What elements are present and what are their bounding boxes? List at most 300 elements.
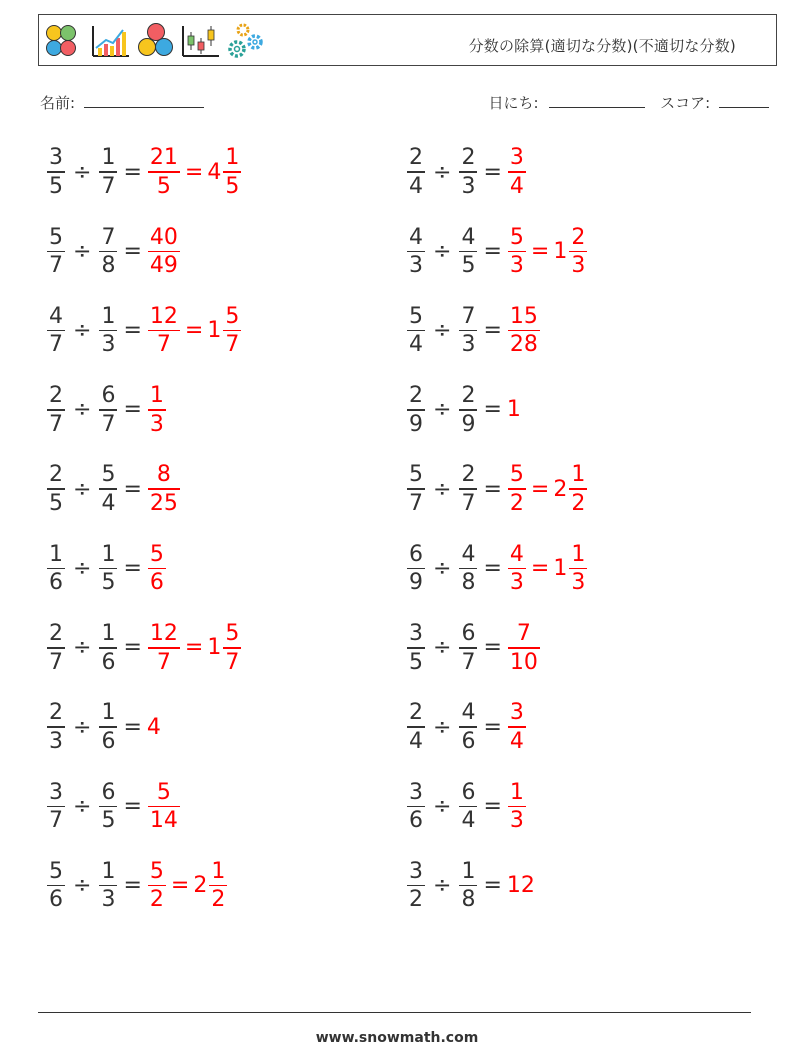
numerator: 5 bbox=[49, 224, 63, 250]
fraction bbox=[47, 541, 65, 597]
denominator: 2 bbox=[409, 887, 423, 913]
denominator: 3 bbox=[571, 253, 586, 279]
numerator: 4 bbox=[509, 541, 524, 567]
numerator: 15 bbox=[509, 303, 538, 329]
numerator: 1 bbox=[571, 541, 586, 567]
problem-item bbox=[46, 301, 242, 361]
answer bbox=[507, 873, 536, 898]
denominator: 9 bbox=[409, 570, 423, 596]
divide-sign: ÷ bbox=[73, 476, 92, 502]
numerator: 21 bbox=[149, 145, 178, 171]
denominator: 3 bbox=[49, 728, 63, 754]
numerator: 5 bbox=[225, 303, 240, 329]
numerator: 6 bbox=[461, 621, 476, 647]
fraction bbox=[47, 303, 65, 359]
denominator: 7 bbox=[225, 332, 240, 358]
denominator: 4 bbox=[509, 728, 524, 754]
answer-integer: 12 bbox=[506, 873, 535, 899]
answer bbox=[147, 715, 162, 740]
problem-item bbox=[406, 221, 588, 281]
fraction bbox=[47, 699, 65, 755]
denominator: 5 bbox=[49, 173, 63, 199]
fraction bbox=[407, 858, 425, 914]
fraction bbox=[508, 224, 526, 280]
fraction bbox=[459, 541, 477, 597]
numerator: 2 bbox=[409, 145, 423, 171]
denominator: 2 bbox=[211, 887, 226, 913]
denominator: 28 bbox=[509, 332, 538, 358]
denominator: 7 bbox=[49, 253, 63, 279]
divide-sign: ÷ bbox=[433, 714, 452, 740]
divide-sign: ÷ bbox=[73, 873, 92, 899]
equals-sign: = bbox=[170, 873, 190, 899]
fraction bbox=[569, 541, 587, 597]
denominator: 7 bbox=[461, 649, 476, 675]
fraction bbox=[47, 779, 65, 835]
answer bbox=[507, 541, 588, 597]
fraction bbox=[459, 382, 477, 438]
name-field bbox=[40, 92, 204, 113]
fraction bbox=[508, 779, 526, 835]
denominator: 2 bbox=[149, 887, 164, 913]
fraction bbox=[459, 303, 477, 359]
numerator: 4 bbox=[49, 303, 63, 329]
mixed-whole: 4 bbox=[207, 159, 222, 185]
equals-sign: = bbox=[483, 238, 502, 264]
fraction bbox=[47, 382, 65, 438]
divide-sign: ÷ bbox=[433, 635, 452, 661]
numerator: 1 bbox=[101, 700, 116, 726]
denominator: 7 bbox=[156, 649, 171, 675]
fraction bbox=[223, 144, 241, 200]
fraction bbox=[47, 144, 65, 200]
divide-sign: ÷ bbox=[433, 793, 452, 819]
fraction bbox=[47, 461, 65, 517]
denominator: 3 bbox=[101, 332, 116, 358]
numerator: 2 bbox=[409, 700, 423, 726]
divide-sign: ÷ bbox=[73, 318, 92, 344]
denominator: 6 bbox=[409, 808, 423, 834]
numerator: 1 bbox=[149, 383, 164, 409]
answer bbox=[147, 144, 242, 200]
problem-item bbox=[406, 697, 527, 757]
denominator: 8 bbox=[461, 887, 476, 913]
numerator: 3 bbox=[409, 779, 423, 805]
equals-sign: = bbox=[184, 159, 204, 185]
fraction bbox=[148, 303, 180, 359]
denominator: 4 bbox=[409, 173, 423, 199]
fraction bbox=[148, 144, 180, 200]
answer bbox=[507, 144, 527, 200]
fraction bbox=[569, 224, 587, 280]
fraction bbox=[148, 779, 180, 835]
numerator: 1 bbox=[461, 858, 476, 884]
equals-sign: = bbox=[483, 635, 502, 661]
answer bbox=[147, 858, 228, 914]
numerator: 2 bbox=[461, 383, 476, 409]
problem-item bbox=[406, 539, 588, 599]
numerator: 4 bbox=[461, 700, 476, 726]
numerator: 7 bbox=[461, 303, 476, 329]
denominator: 4 bbox=[509, 173, 524, 199]
denominator: 4 bbox=[461, 808, 476, 834]
denominator: 10 bbox=[509, 649, 538, 675]
answer bbox=[507, 461, 588, 517]
gears-icon bbox=[230, 25, 261, 56]
equals-sign: = bbox=[483, 556, 502, 581]
denominator: 4 bbox=[409, 728, 423, 754]
answer bbox=[147, 779, 181, 835]
numerator: 2 bbox=[409, 383, 423, 409]
fraction bbox=[223, 303, 241, 359]
fraction bbox=[99, 144, 117, 200]
denominator: 3 bbox=[149, 411, 164, 437]
fraction bbox=[223, 620, 241, 676]
fraction bbox=[459, 858, 477, 914]
denominator: 7 bbox=[49, 411, 63, 437]
denominator: 4 bbox=[409, 332, 423, 358]
numerator: 40 bbox=[149, 224, 178, 250]
numerator: 1 bbox=[101, 541, 116, 567]
divide-sign: ÷ bbox=[433, 556, 452, 581]
denominator: 3 bbox=[101, 887, 116, 913]
numerator: 3 bbox=[509, 145, 524, 171]
denominator: 5 bbox=[225, 173, 240, 199]
denominator: 7 bbox=[101, 411, 116, 437]
fraction bbox=[459, 224, 477, 280]
numerator: 7 bbox=[101, 224, 116, 250]
denominator: 7 bbox=[49, 649, 63, 675]
denominator: 5 bbox=[409, 649, 423, 675]
equals-sign: = bbox=[123, 476, 142, 502]
fraction bbox=[99, 382, 117, 438]
divide-sign: ÷ bbox=[73, 714, 92, 740]
problem-item bbox=[406, 380, 522, 440]
answer bbox=[147, 620, 242, 676]
answer bbox=[507, 779, 527, 835]
divide-sign: ÷ bbox=[433, 318, 452, 344]
denominator: 2 bbox=[571, 490, 586, 516]
divide-sign: ÷ bbox=[73, 397, 92, 423]
equals-sign: = bbox=[123, 793, 142, 819]
equals-sign: = bbox=[483, 318, 502, 344]
candlestick-chart-icon bbox=[183, 26, 219, 56]
answer bbox=[507, 397, 522, 422]
date-blank bbox=[549, 92, 645, 108]
fraction bbox=[508, 699, 526, 755]
answer bbox=[507, 620, 541, 676]
denominator: 3 bbox=[509, 808, 524, 834]
answer bbox=[507, 303, 541, 359]
denominator: 6 bbox=[49, 570, 63, 596]
denominator: 3 bbox=[409, 253, 423, 279]
fraction bbox=[407, 779, 425, 835]
worksheet-header bbox=[38, 14, 777, 66]
equals-sign: = bbox=[123, 635, 142, 661]
numerator: 1 bbox=[211, 858, 226, 884]
fraction bbox=[99, 303, 117, 359]
numerator: 5 bbox=[149, 541, 164, 567]
denominator: 6 bbox=[149, 570, 164, 596]
date-score-field bbox=[489, 92, 769, 113]
fraction bbox=[407, 224, 425, 280]
divide-sign: ÷ bbox=[433, 476, 452, 502]
fraction-circles-icon bbox=[47, 26, 76, 56]
fraction bbox=[99, 858, 117, 914]
denominator: 3 bbox=[509, 570, 524, 596]
denominator: 9 bbox=[461, 411, 476, 437]
divide-sign: ÷ bbox=[73, 159, 92, 185]
numerator: 1 bbox=[49, 541, 63, 567]
numerator: 6 bbox=[409, 541, 423, 567]
fraction bbox=[508, 461, 526, 517]
equals-sign: = bbox=[184, 635, 204, 661]
equals-sign: = bbox=[123, 238, 142, 264]
fraction bbox=[407, 144, 425, 200]
numerator: 4 bbox=[461, 224, 476, 250]
numerator: 4 bbox=[409, 224, 423, 250]
equals-sign: = bbox=[483, 397, 502, 423]
fraction bbox=[209, 858, 227, 914]
denominator: 9 bbox=[409, 411, 423, 437]
numerator: 5 bbox=[149, 858, 164, 884]
numerator: 6 bbox=[101, 383, 116, 409]
fraction bbox=[459, 779, 477, 835]
footer-url: www.snowmath.com bbox=[315, 1030, 479, 1046]
numerator: 1 bbox=[509, 779, 524, 805]
denominator: 6 bbox=[101, 649, 116, 675]
numbered-circles-icon bbox=[139, 24, 173, 56]
footer-divider bbox=[38, 1012, 751, 1013]
denominator: 5 bbox=[49, 490, 63, 516]
divide-sign: ÷ bbox=[433, 873, 452, 899]
problem-item bbox=[46, 539, 167, 599]
problem-item bbox=[406, 618, 541, 678]
numerator: 2 bbox=[49, 383, 63, 409]
numerator: 5 bbox=[509, 462, 524, 488]
denominator: 5 bbox=[156, 173, 171, 199]
equals-sign: = bbox=[123, 318, 142, 344]
numerator: 6 bbox=[101, 779, 116, 805]
mixed-whole: 2 bbox=[553, 476, 568, 502]
equals-sign: = bbox=[123, 873, 142, 899]
numerator: 12 bbox=[149, 621, 178, 647]
denominator: 7 bbox=[409, 490, 423, 516]
equals-sign: = bbox=[530, 476, 550, 502]
mixed-whole: 1 bbox=[553, 238, 568, 264]
numerator: 2 bbox=[571, 224, 586, 250]
problem-item bbox=[46, 221, 181, 281]
divide-sign: ÷ bbox=[433, 238, 452, 264]
numerator: 1 bbox=[225, 145, 240, 171]
numerator: 5 bbox=[509, 224, 524, 250]
fraction bbox=[407, 541, 425, 597]
denominator: 8 bbox=[461, 570, 476, 596]
denominator: 4 bbox=[101, 490, 116, 516]
denominator: 7 bbox=[49, 332, 63, 358]
denominator: 3 bbox=[461, 173, 476, 199]
fraction bbox=[148, 620, 180, 676]
problem-item bbox=[406, 459, 588, 519]
denominator: 6 bbox=[461, 728, 476, 754]
denominator: 7 bbox=[225, 649, 240, 675]
equals-sign: = bbox=[530, 556, 550, 581]
divide-sign: ÷ bbox=[433, 159, 452, 185]
numerator: 5 bbox=[49, 858, 63, 884]
equals-sign: = bbox=[123, 397, 142, 423]
fraction bbox=[407, 699, 425, 755]
fraction bbox=[459, 461, 477, 517]
answer-integer: 4 bbox=[146, 714, 161, 740]
problem-item bbox=[46, 142, 242, 202]
fraction bbox=[99, 541, 117, 597]
equals-sign: = bbox=[530, 238, 550, 264]
answer bbox=[507, 224, 588, 280]
divide-sign: ÷ bbox=[73, 793, 92, 819]
numerator: 12 bbox=[149, 303, 178, 329]
score-label: スコア: bbox=[660, 94, 711, 112]
fraction bbox=[569, 461, 587, 517]
denominator: 3 bbox=[571, 570, 586, 596]
denominator: 6 bbox=[49, 887, 63, 913]
fraction bbox=[148, 382, 166, 438]
fraction bbox=[459, 144, 477, 200]
fraction bbox=[99, 461, 117, 517]
numerator: 2 bbox=[461, 462, 476, 488]
fraction bbox=[148, 224, 180, 280]
numerator: 6 bbox=[461, 779, 476, 805]
fraction bbox=[508, 541, 526, 597]
answer bbox=[147, 382, 167, 438]
numerator: 8 bbox=[156, 462, 171, 488]
numerator: 2 bbox=[49, 621, 63, 647]
numerator: 7 bbox=[516, 621, 531, 647]
denominator: 49 bbox=[149, 253, 178, 279]
numerator: 2 bbox=[461, 145, 476, 171]
denominator: 5 bbox=[461, 253, 476, 279]
equals-sign: = bbox=[483, 476, 502, 502]
problem-item bbox=[406, 856, 536, 916]
numerator: 1 bbox=[101, 858, 116, 884]
divide-sign: ÷ bbox=[73, 556, 92, 581]
fraction bbox=[508, 620, 540, 676]
numerator: 2 bbox=[49, 700, 63, 726]
numerator: 1 bbox=[101, 621, 116, 647]
denominator: 14 bbox=[149, 808, 178, 834]
problem-item bbox=[406, 776, 527, 836]
fraction bbox=[508, 303, 540, 359]
denominator: 25 bbox=[149, 490, 178, 516]
numerator: 4 bbox=[461, 541, 476, 567]
numerator: 1 bbox=[101, 303, 116, 329]
numerator: 3 bbox=[409, 858, 423, 884]
fraction bbox=[148, 858, 166, 914]
problem-item bbox=[46, 856, 228, 916]
denominator: 3 bbox=[461, 332, 476, 358]
numerator: 3 bbox=[49, 145, 63, 171]
equals-sign: = bbox=[123, 714, 142, 740]
fraction bbox=[99, 620, 117, 676]
numerator: 5 bbox=[101, 462, 116, 488]
fraction bbox=[99, 224, 117, 280]
denominator: 2 bbox=[509, 490, 524, 516]
fraction bbox=[47, 224, 65, 280]
answer bbox=[147, 541, 167, 597]
numerator: 2 bbox=[49, 462, 63, 488]
denominator: 5 bbox=[101, 808, 116, 834]
score-blank bbox=[719, 92, 769, 108]
fraction bbox=[407, 382, 425, 438]
fraction bbox=[99, 699, 117, 755]
numerator: 5 bbox=[409, 462, 423, 488]
logo-row bbox=[43, 18, 273, 64]
fraction bbox=[407, 303, 425, 359]
numerator: 3 bbox=[509, 700, 524, 726]
fraction bbox=[47, 858, 65, 914]
answer bbox=[507, 699, 527, 755]
fraction bbox=[459, 620, 477, 676]
numerator: 3 bbox=[409, 621, 423, 647]
denominator: 7 bbox=[49, 808, 63, 834]
fraction bbox=[99, 779, 117, 835]
equals-sign: = bbox=[123, 556, 142, 581]
denominator: 5 bbox=[101, 570, 116, 596]
denominator: 7 bbox=[101, 173, 116, 199]
numerator: 5 bbox=[409, 303, 423, 329]
denominator: 6 bbox=[101, 728, 116, 754]
fraction bbox=[407, 461, 425, 517]
date-label: 日にち: bbox=[488, 94, 539, 112]
denominator: 3 bbox=[509, 253, 524, 279]
mixed-whole: 2 bbox=[193, 873, 208, 899]
divide-sign: ÷ bbox=[73, 635, 92, 661]
name-label: 名前: bbox=[40, 94, 76, 112]
name-blank bbox=[84, 92, 204, 108]
answer bbox=[147, 461, 181, 517]
problem-item bbox=[406, 142, 527, 202]
mixed-whole: 1 bbox=[207, 318, 222, 344]
problem-item bbox=[46, 459, 181, 519]
answer bbox=[147, 303, 242, 359]
divide-sign: ÷ bbox=[433, 397, 452, 423]
equals-sign: = bbox=[184, 318, 204, 344]
fraction bbox=[407, 620, 425, 676]
answer bbox=[147, 224, 181, 280]
problem-item bbox=[406, 301, 541, 361]
fraction bbox=[148, 461, 180, 517]
answer-integer: 1 bbox=[506, 397, 521, 423]
numerator: 5 bbox=[156, 779, 171, 805]
numerator: 1 bbox=[571, 462, 586, 488]
denominator: 7 bbox=[156, 332, 171, 358]
equals-sign: = bbox=[483, 873, 502, 899]
denominator: 8 bbox=[101, 253, 116, 279]
problem-item bbox=[46, 697, 162, 757]
numerator: 1 bbox=[101, 145, 116, 171]
fraction bbox=[47, 620, 65, 676]
problem-item bbox=[46, 380, 167, 440]
bar-chart-icon bbox=[93, 26, 129, 56]
worksheet-title: 分数の除算(適切な分数)(不適切な分数) bbox=[468, 37, 736, 55]
mixed-whole: 1 bbox=[207, 635, 222, 661]
equals-sign: = bbox=[483, 714, 502, 740]
mixed-whole: 1 bbox=[553, 556, 568, 581]
numerator: 3 bbox=[49, 779, 63, 805]
fraction bbox=[148, 541, 166, 597]
fraction bbox=[508, 144, 526, 200]
problem-item bbox=[46, 618, 242, 678]
denominator: 7 bbox=[461, 490, 476, 516]
